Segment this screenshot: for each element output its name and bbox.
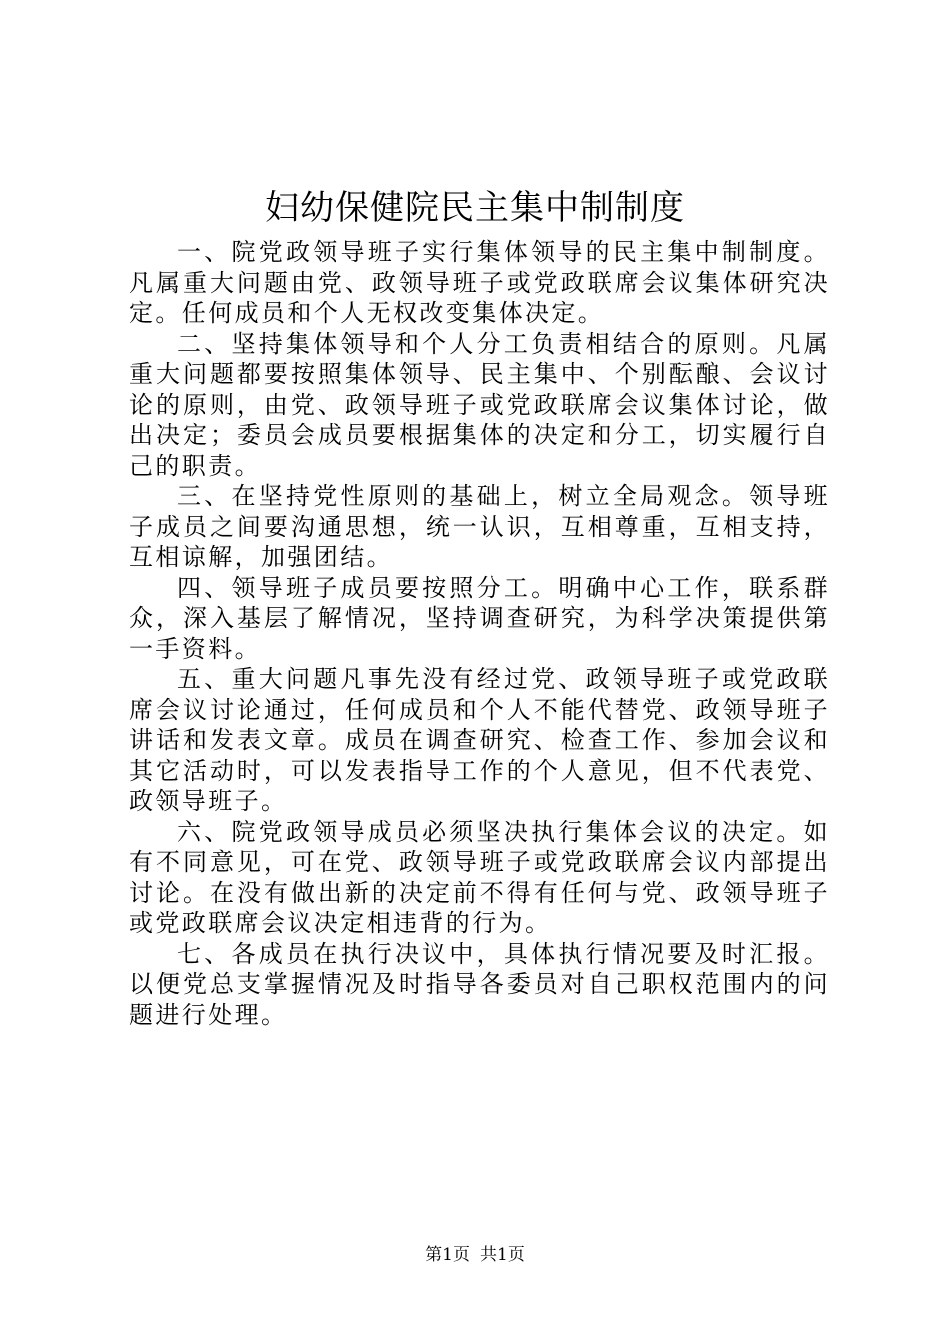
paragraph-6: 六、院党政领导成员必须坚决执行集体会议的决定。如有不同意见，可在党、政领导班子或党政联席会议内部提出讨论。在没有做出新的决定前不得有任何与党、政领导班子或党政联席会议决定相违背的行为。 [129, 817, 830, 937]
page-number: 第1页 [425, 1245, 470, 1265]
document-body [129, 237, 830, 1030]
page-footer [0, 1243, 950, 1267]
paragraph-2: 二、坚持集体领导和个人分工负责相结合的原则。凡属重大问题都要按照集体领导、民主集中、个别酝酿、会议讨论的原则，由党、政领导班子或党政联席会议集体讨论，做出决定；委员会成员要根据集体的决定和分工，切实履行自己的职责。 [129, 329, 830, 480]
paragraph-4: 四、领导班子成员要按照分工。明确中心工作，联系群众，深入基层了解情况，坚持调查研究，为科学决策提供第一手资料。 [129, 573, 830, 663]
page-total: 共1页 [480, 1245, 525, 1265]
paragraph-7: 七、各成员在执行决议中，具体执行情况要及时汇报。以便党总支掌握情况及时指导各委员对自己职权范围内的问题进行处理。 [129, 939, 830, 1029]
paragraph-3: 三、在坚持党性原则的基础上，树立全局观念。领导班子成员之间要沟通思想，统一认识，互相尊重，互相支持，互相谅解，加强团结。 [129, 482, 830, 571]
paragraph-1: 一、院党政领导班子实行集体领导的民主集中制制度。凡属重大问题由党、政领导班子或党政联席会议集体研究决定。任何成员和个人无权改变集体决定。 [129, 238, 830, 327]
document-title: 妇幼保健院民主集中制制度 [265, 188, 685, 228]
paragraph-5: 五、重大问题凡事先没有经过党、政领导班子或党政联席会议讨论通过，任何成员和个人不能代替党、政领导班子讲话和发表文章。成员在调查研究、检查工作、参加会议和其它活动时，可以发表指导工作的个人意见，但不代表党、政领导班子。 [129, 665, 830, 815]
